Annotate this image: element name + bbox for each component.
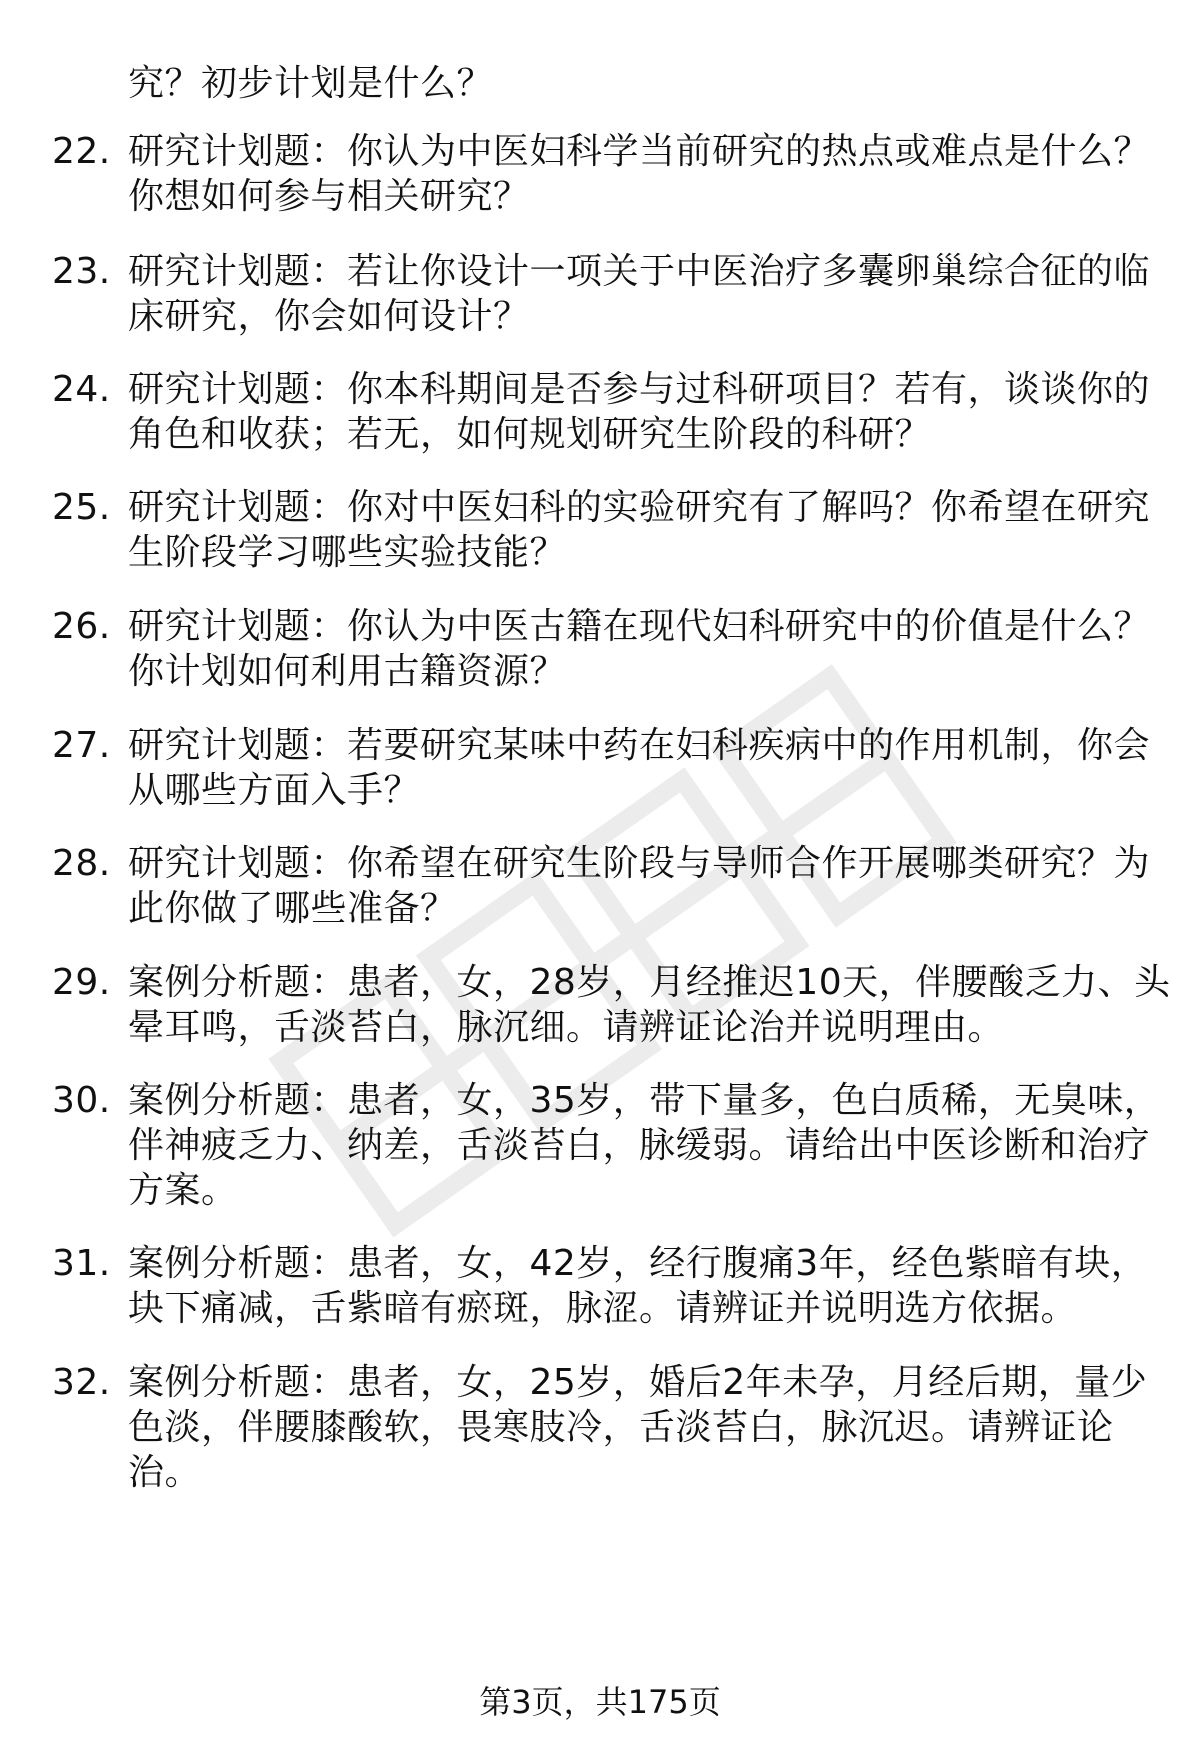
question-text-line: 案例分析题：患者，女，28岁，月经推迟10天，伴腰酸乏力、头 [128, 962, 1171, 1003]
question-text-line: 你计划如何利用古籍资源？ [128, 651, 567, 692]
question-text-line: 此你做了哪些准备？ [128, 888, 457, 929]
continuation-line: 究？初步计划是什么？ [128, 63, 494, 104]
question-number: 30. [52, 1080, 111, 1121]
question-text-line: 你想如何参与相关研究？ [128, 176, 530, 217]
question-text-line: 角色和收获；若无，如何规划研究生阶段的科研？ [128, 414, 932, 455]
question-text-line: 色淡，伴腰膝酸软，畏寒肢冷，舌淡苔白，脉沉迟。请辨证论 [128, 1407, 1114, 1448]
question-text-line: 研究计划题：你本科期间是否参与过科研项目？若有，谈谈你的 [128, 369, 1151, 410]
question-number: 31. [52, 1243, 111, 1284]
question-text-line: 研究计划题：你对中医妇科的实验研究有了解吗？你希望在研究 [128, 487, 1151, 528]
question-number: 25. [52, 487, 111, 528]
question-number: 23. [52, 251, 111, 292]
question-text-line: 晕耳鸣，舌淡苔白，脉沉细。请辨证论治并说明理由。 [128, 1007, 1005, 1048]
question-text-line: 研究计划题：你认为中医古籍在现代妇科研究中的价值是什么？ [128, 606, 1151, 647]
question-number: 28. [52, 843, 111, 884]
question-text-line: 案例分析题：患者，女，35岁，带下量多，色白质稀，无臭味， [128, 1080, 1161, 1121]
question-text-line: 伴神疲乏力、纳差，舌淡苔白，脉缓弱。请给出中医诊断和治疗 [128, 1125, 1151, 1166]
question-number: 24. [52, 369, 111, 410]
question-text-line: 治。 [128, 1452, 202, 1493]
question-text-line: 生阶段学习哪些实验技能？ [128, 532, 567, 573]
page-number-footer: 第3页，共175页 [479, 1683, 721, 1721]
question-number: 29. [52, 962, 111, 1003]
question-text-line: 方案。 [128, 1170, 238, 1211]
question-text-line: 案例分析题：患者，女，25岁，婚后2年未孕，月经后期，量少 [128, 1362, 1148, 1403]
question-number: 26. [52, 606, 111, 647]
question-text-line: 床研究，你会如何设计？ [128, 296, 530, 337]
question-number: 22. [52, 131, 111, 172]
question-number: 32. [52, 1362, 111, 1403]
question-text-line: 从哪些方面入手？ [128, 770, 421, 811]
question-number: 27. [52, 725, 111, 766]
question-text-line: 研究计划题：你希望在研究生阶段与导师合作开展哪类研究？为 [128, 843, 1151, 884]
question-text-line: 研究计划题：若让你设计一项关于中医治疗多囊卵巢综合征的临 [128, 251, 1151, 292]
question-text-line: 研究计划题：若要研究某味中药在妇科疾病中的作用机制，你会 [128, 725, 1151, 766]
question-text-line: 研究计划题：你认为中医妇科学当前研究的热点或难点是什么？ [128, 131, 1151, 172]
question-text-line: 块下痛减，舌紫暗有瘀斑，脉涩。请辨证并说明选方依据。 [128, 1288, 1078, 1329]
question-text-line: 案例分析题：患者，女，42岁，经行腹痛3年，经色紫暗有块， [128, 1243, 1148, 1284]
